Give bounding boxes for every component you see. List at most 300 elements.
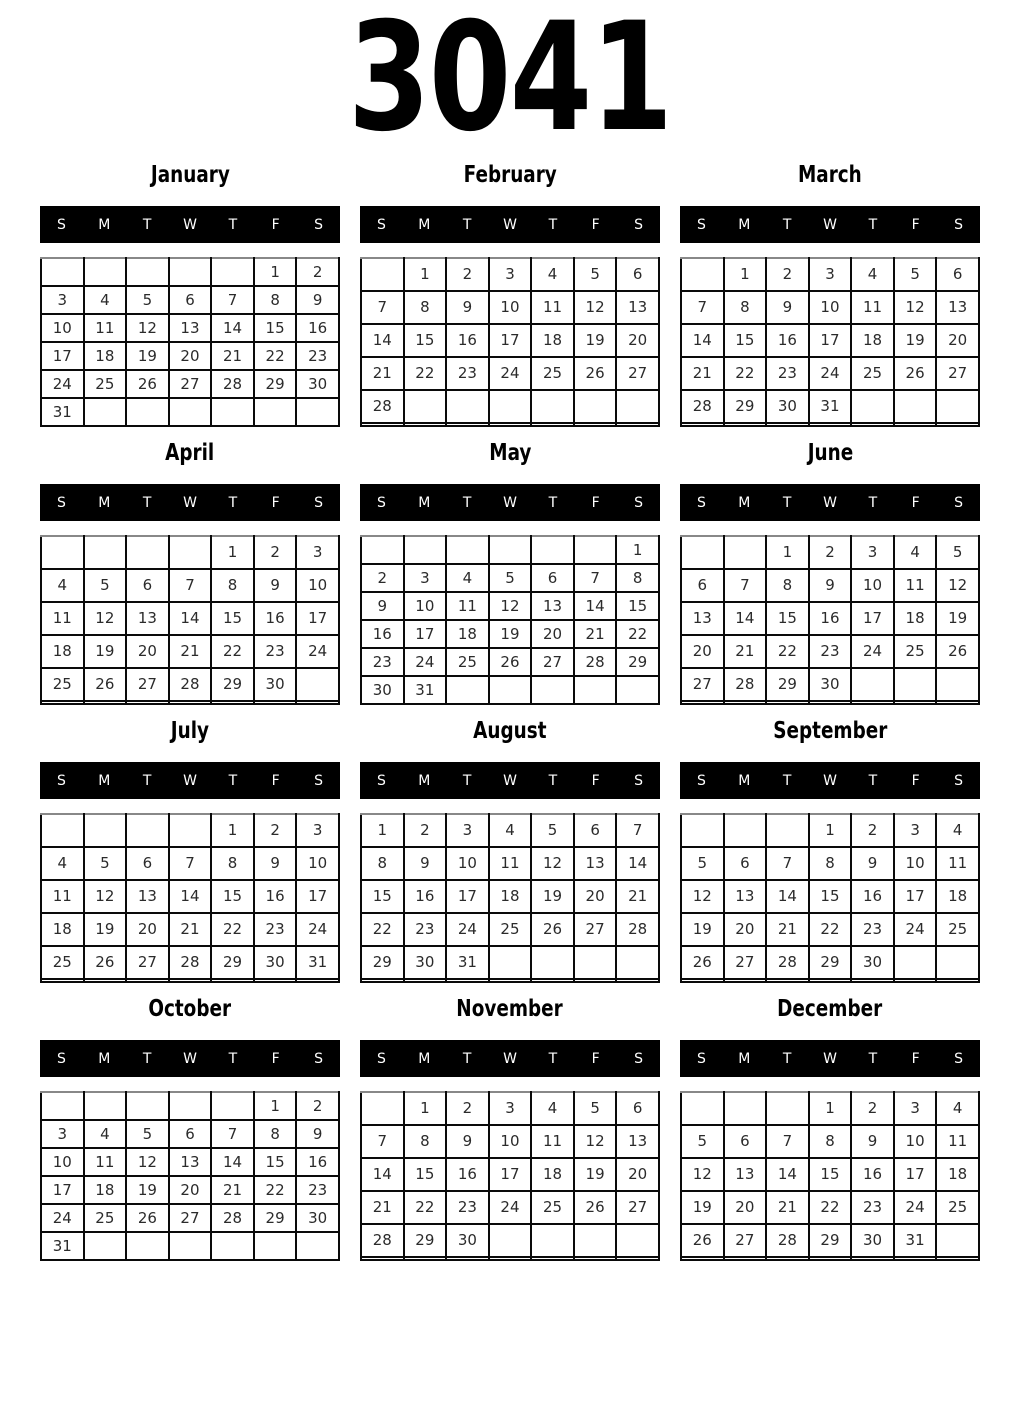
- weekday-label: T: [782, 1050, 792, 1067]
- weekday-label: W: [183, 494, 197, 511]
- day-cell: 18: [936, 1158, 979, 1191]
- month-name-row: [360, 711, 660, 751]
- weekday-header: [40, 484, 340, 521]
- empty-day-cell: [361, 536, 404, 564]
- day-cell: 28: [169, 668, 212, 701]
- day-cell: 22: [211, 635, 254, 668]
- week-row: [361, 979, 659, 982]
- empty-day-cell: [851, 979, 894, 982]
- day-cell: 15: [404, 324, 447, 357]
- week-row: [681, 1257, 979, 1260]
- empty-day-cell: [41, 979, 84, 982]
- weekday-label: S: [954, 772, 964, 789]
- calendar-table: [360, 1091, 660, 1261]
- day-cell: 13: [531, 592, 574, 620]
- month-name: June: [807, 440, 853, 466]
- empty-day-cell: [809, 1257, 852, 1260]
- weekday-label: M: [738, 1050, 751, 1067]
- day-cell: 21: [681, 357, 724, 390]
- day-cell: 15: [724, 324, 767, 357]
- day-cell: 29: [211, 668, 254, 701]
- day-cell: 30: [851, 1224, 894, 1257]
- weekday-label: S: [314, 216, 324, 233]
- month-name-row: [680, 711, 980, 751]
- day-cell: 23: [296, 1176, 339, 1204]
- day-cell: 29: [766, 668, 809, 701]
- day-cell: 15: [766, 602, 809, 635]
- empty-day-cell: [681, 1257, 724, 1260]
- week-row: [361, 913, 659, 946]
- day-cell: 4: [84, 286, 127, 314]
- day-cell: 7: [169, 569, 212, 602]
- day-cell: 2: [296, 258, 339, 286]
- empty-day-cell: [489, 1224, 532, 1257]
- week-row: [361, 536, 659, 564]
- weekday-label: M: [738, 772, 751, 789]
- month-name-row: [40, 989, 340, 1029]
- empty-day-cell: [936, 946, 979, 979]
- week-row: [41, 880, 339, 913]
- week-row: [681, 291, 979, 324]
- month-name-row: [360, 989, 660, 1029]
- day-cell: 25: [84, 1204, 127, 1232]
- weekday-label: T: [142, 772, 152, 789]
- day-cell: 27: [169, 1204, 212, 1232]
- day-cell: 30: [404, 946, 447, 979]
- weekday-label: S: [314, 1050, 324, 1067]
- weekday-header: [680, 1040, 980, 1077]
- week-row: [681, 258, 979, 291]
- day-cell: 1: [724, 258, 767, 291]
- day-cell: 27: [126, 946, 169, 979]
- day-cell: 4: [41, 569, 84, 602]
- day-cell: 19: [84, 913, 127, 946]
- calendar-table: [680, 257, 980, 427]
- empty-day-cell: [404, 536, 447, 564]
- empty-day-cell: [84, 258, 127, 286]
- empty-day-cell: [84, 1092, 127, 1120]
- week-row: [361, 324, 659, 357]
- empty-day-cell: [489, 946, 532, 979]
- week-row: [361, 390, 659, 423]
- week-row: [681, 1224, 979, 1257]
- day-cell: 21: [211, 342, 254, 370]
- day-cell: 7: [211, 286, 254, 314]
- week-row: [41, 1148, 339, 1176]
- day-cell: 3: [489, 1092, 532, 1125]
- weekday-label: T: [548, 772, 558, 789]
- day-cell: 14: [361, 1158, 404, 1191]
- day-cell: 12: [894, 291, 937, 324]
- empty-day-cell: [809, 423, 852, 426]
- day-cell: 3: [489, 258, 532, 291]
- weekday-label: T: [462, 1050, 472, 1067]
- day-cell: 7: [766, 1125, 809, 1158]
- day-cell: 4: [489, 814, 532, 847]
- weekday-label: M: [738, 494, 751, 511]
- empty-day-cell: [169, 536, 212, 569]
- empty-day-cell: [894, 979, 937, 982]
- day-cell: 2: [361, 564, 404, 592]
- day-cell: 13: [126, 602, 169, 635]
- weekday-label: M: [98, 494, 111, 511]
- day-cell: 29: [616, 648, 659, 676]
- day-cell: 31: [296, 946, 339, 979]
- day-cell: 17: [809, 324, 852, 357]
- empty-day-cell: [211, 398, 254, 426]
- week-row: [41, 1232, 339, 1260]
- day-cell: 27: [724, 1224, 767, 1257]
- month-name: November: [456, 996, 564, 1022]
- day-cell: 13: [169, 1148, 212, 1176]
- day-cell: 8: [404, 1125, 447, 1158]
- weekday-label: T: [868, 216, 878, 233]
- weekday-header: [360, 762, 660, 799]
- empty-day-cell: [681, 814, 724, 847]
- weekday-label: F: [271, 1050, 280, 1067]
- day-cell: 11: [936, 847, 979, 880]
- empty-day-cell: [126, 536, 169, 569]
- day-cell: 4: [851, 258, 894, 291]
- empty-day-cell: [531, 423, 574, 426]
- empty-day-cell: [616, 676, 659, 704]
- day-cell: 18: [84, 1176, 127, 1204]
- day-cell: 26: [681, 1224, 724, 1257]
- day-cell: 7: [766, 847, 809, 880]
- day-cell: 15: [254, 1148, 297, 1176]
- weekday-label: W: [823, 216, 837, 233]
- day-cell: 10: [404, 592, 447, 620]
- day-cell: 23: [446, 1191, 489, 1224]
- day-cell: 16: [361, 620, 404, 648]
- week-row: [41, 602, 339, 635]
- calendar-body: [361, 258, 659, 426]
- day-cell: 29: [254, 1204, 297, 1232]
- week-row: [41, 1092, 339, 1120]
- week-row: [361, 1125, 659, 1158]
- weekday-header: [680, 206, 980, 243]
- empty-day-cell: [574, 1257, 617, 1260]
- empty-day-cell: [211, 701, 254, 704]
- week-row: [41, 701, 339, 704]
- empty-day-cell: [296, 701, 339, 704]
- weekday-label: S: [696, 494, 706, 511]
- month-name: December: [777, 996, 883, 1022]
- empty-day-cell: [724, 423, 767, 426]
- day-cell: 28: [574, 648, 617, 676]
- day-cell: 21: [724, 635, 767, 668]
- day-cell: 12: [574, 1125, 617, 1158]
- weekday-label: S: [376, 216, 386, 233]
- week-row: [681, 847, 979, 880]
- empty-day-cell: [681, 701, 724, 704]
- empty-day-cell: [361, 258, 404, 291]
- day-cell: 23: [361, 648, 404, 676]
- week-row: [681, 536, 979, 569]
- weekday-label: T: [868, 1050, 878, 1067]
- week-row: [681, 357, 979, 390]
- week-row: [361, 676, 659, 704]
- day-cell: 6: [724, 847, 767, 880]
- weekday-label: S: [56, 494, 66, 511]
- calendar-table: [360, 813, 660, 983]
- day-cell: 23: [851, 913, 894, 946]
- empty-day-cell: [936, 701, 979, 704]
- month-section: [360, 155, 660, 427]
- weekday-label: T: [548, 1050, 558, 1067]
- week-row: [41, 1176, 339, 1204]
- day-cell: 11: [894, 569, 937, 602]
- empty-day-cell: [574, 1224, 617, 1257]
- empty-day-cell: [936, 1224, 979, 1257]
- day-cell: 3: [41, 286, 84, 314]
- day-cell: 7: [361, 291, 404, 324]
- month-section: [360, 711, 660, 983]
- day-cell: 22: [254, 342, 297, 370]
- day-cell: 6: [616, 258, 659, 291]
- day-cell: 26: [489, 648, 532, 676]
- day-cell: 9: [296, 1120, 339, 1148]
- day-cell: 27: [126, 668, 169, 701]
- day-cell: 31: [404, 676, 447, 704]
- weekday-label: T: [782, 494, 792, 511]
- empty-day-cell: [446, 536, 489, 564]
- empty-day-cell: [851, 668, 894, 701]
- weekday-label: F: [911, 1050, 920, 1067]
- day-cell: 30: [361, 676, 404, 704]
- week-row: [681, 324, 979, 357]
- day-cell: 27: [574, 913, 617, 946]
- week-row: [681, 635, 979, 668]
- day-cell: 22: [809, 1191, 852, 1224]
- week-row: [361, 564, 659, 592]
- week-row: [41, 286, 339, 314]
- day-cell: 8: [766, 569, 809, 602]
- day-cell: 27: [531, 648, 574, 676]
- weekday-header: [40, 206, 340, 243]
- day-cell: 14: [574, 592, 617, 620]
- weekday-label: M: [418, 494, 431, 511]
- day-cell: 12: [84, 602, 127, 635]
- day-cell: 28: [766, 946, 809, 979]
- day-cell: 5: [126, 1120, 169, 1148]
- day-cell: 4: [894, 536, 937, 569]
- day-cell: 24: [296, 913, 339, 946]
- day-cell: 25: [489, 913, 532, 946]
- empty-day-cell: [851, 390, 894, 423]
- month-name-row: [680, 433, 980, 473]
- day-cell: 4: [446, 564, 489, 592]
- empty-day-cell: [84, 814, 127, 847]
- week-row: [681, 602, 979, 635]
- weekday-label: F: [911, 772, 920, 789]
- day-cell: 24: [894, 1191, 937, 1224]
- day-cell: 19: [936, 602, 979, 635]
- day-cell: 4: [531, 258, 574, 291]
- day-cell: 1: [211, 536, 254, 569]
- weekday-label: S: [954, 494, 964, 511]
- day-cell: 11: [41, 880, 84, 913]
- week-row: [361, 1092, 659, 1125]
- day-cell: 4: [41, 847, 84, 880]
- empty-day-cell: [809, 979, 852, 982]
- day-cell: 19: [489, 620, 532, 648]
- day-cell: 12: [126, 1148, 169, 1176]
- week-row: [361, 1158, 659, 1191]
- month-name-row: [680, 155, 980, 195]
- weekday-label: S: [314, 772, 324, 789]
- day-cell: 2: [254, 536, 297, 569]
- day-cell: 22: [724, 357, 767, 390]
- day-cell: 1: [766, 536, 809, 569]
- weekday-label: S: [696, 1050, 706, 1067]
- calendar-body: [361, 1092, 659, 1260]
- weekday-label: S: [376, 494, 386, 511]
- day-cell: 5: [489, 564, 532, 592]
- empty-day-cell: [894, 390, 937, 423]
- empty-day-cell: [489, 979, 532, 982]
- day-cell: 4: [531, 1092, 574, 1125]
- month-name: February: [463, 162, 557, 188]
- day-cell: 19: [126, 1176, 169, 1204]
- empty-day-cell: [361, 423, 404, 426]
- day-cell: 17: [41, 342, 84, 370]
- day-cell: 5: [84, 847, 127, 880]
- day-cell: 9: [254, 847, 297, 880]
- weekday-label: W: [183, 772, 197, 789]
- day-cell: 8: [809, 1125, 852, 1158]
- week-row: [681, 1191, 979, 1224]
- weekday-label: S: [696, 772, 706, 789]
- day-cell: 4: [936, 1092, 979, 1125]
- day-cell: 19: [574, 1158, 617, 1191]
- day-cell: 29: [254, 370, 297, 398]
- day-cell: 12: [681, 880, 724, 913]
- day-cell: 12: [126, 314, 169, 342]
- day-cell: 3: [296, 536, 339, 569]
- day-cell: 12: [84, 880, 127, 913]
- empty-day-cell: [936, 668, 979, 701]
- calendar-body: [681, 814, 979, 982]
- week-row: [361, 880, 659, 913]
- day-cell: 25: [531, 357, 574, 390]
- empty-day-cell: [616, 979, 659, 982]
- day-cell: 26: [126, 370, 169, 398]
- day-cell: 12: [531, 847, 574, 880]
- day-cell: 27: [936, 357, 979, 390]
- day-cell: 13: [574, 847, 617, 880]
- calendar-body: [361, 814, 659, 982]
- day-cell: 3: [809, 258, 852, 291]
- day-cell: 25: [936, 1191, 979, 1224]
- week-row: [41, 847, 339, 880]
- day-cell: 6: [936, 258, 979, 291]
- week-row: [41, 814, 339, 847]
- day-cell: 1: [404, 1092, 447, 1125]
- day-cell: 29: [724, 390, 767, 423]
- weekday-label: T: [228, 216, 238, 233]
- day-cell: 11: [446, 592, 489, 620]
- week-row: [681, 701, 979, 704]
- day-cell: 1: [616, 536, 659, 564]
- empty-day-cell: [766, 1257, 809, 1260]
- day-cell: 27: [169, 370, 212, 398]
- month-name-row: [40, 433, 340, 473]
- day-cell: 30: [766, 390, 809, 423]
- day-cell: 6: [724, 1125, 767, 1158]
- weekday-label: F: [591, 216, 600, 233]
- day-cell: 23: [296, 342, 339, 370]
- day-cell: 10: [446, 847, 489, 880]
- empty-day-cell: [894, 668, 937, 701]
- day-cell: 23: [404, 913, 447, 946]
- empty-day-cell: [84, 1232, 127, 1260]
- day-cell: 24: [894, 913, 937, 946]
- day-cell: 19: [531, 880, 574, 913]
- day-cell: 13: [126, 880, 169, 913]
- day-cell: 1: [809, 1092, 852, 1125]
- month-name-row: [680, 989, 980, 1029]
- week-row: [681, 880, 979, 913]
- day-cell: 28: [211, 1204, 254, 1232]
- day-cell: 26: [84, 946, 127, 979]
- month-section: [360, 433, 660, 705]
- day-cell: 3: [894, 814, 937, 847]
- empty-day-cell: [84, 701, 127, 704]
- day-cell: 9: [296, 286, 339, 314]
- weekday-label: W: [503, 494, 517, 511]
- weekday-label: F: [271, 772, 280, 789]
- week-row: [681, 1158, 979, 1191]
- week-row: [41, 946, 339, 979]
- day-cell: 26: [681, 946, 724, 979]
- empty-day-cell: [574, 946, 617, 979]
- empty-day-cell: [489, 536, 532, 564]
- day-cell: 6: [616, 1092, 659, 1125]
- empty-day-cell: [616, 1257, 659, 1260]
- empty-day-cell: [574, 423, 617, 426]
- day-cell: 25: [851, 357, 894, 390]
- day-cell: 5: [681, 1125, 724, 1158]
- day-cell: 25: [936, 913, 979, 946]
- day-cell: 9: [361, 592, 404, 620]
- week-row: [681, 423, 979, 426]
- weekday-label: M: [418, 216, 431, 233]
- day-cell: 22: [404, 357, 447, 390]
- weekday-label: F: [911, 494, 920, 511]
- empty-day-cell: [574, 536, 617, 564]
- day-cell: 7: [211, 1120, 254, 1148]
- empty-day-cell: [84, 979, 127, 982]
- day-cell: 7: [574, 564, 617, 592]
- day-cell: 11: [531, 1125, 574, 1158]
- empty-day-cell: [446, 390, 489, 423]
- empty-day-cell: [446, 423, 489, 426]
- month-section: [680, 155, 980, 427]
- day-cell: 17: [894, 1158, 937, 1191]
- weekday-label: S: [56, 216, 66, 233]
- day-cell: 2: [446, 258, 489, 291]
- day-cell: 14: [616, 847, 659, 880]
- day-cell: 24: [404, 648, 447, 676]
- day-cell: 30: [851, 946, 894, 979]
- day-cell: 19: [574, 324, 617, 357]
- empty-day-cell: [809, 701, 852, 704]
- empty-day-cell: [169, 814, 212, 847]
- day-cell: 14: [766, 880, 809, 913]
- calendar-table: [680, 1091, 980, 1261]
- day-cell: 22: [809, 913, 852, 946]
